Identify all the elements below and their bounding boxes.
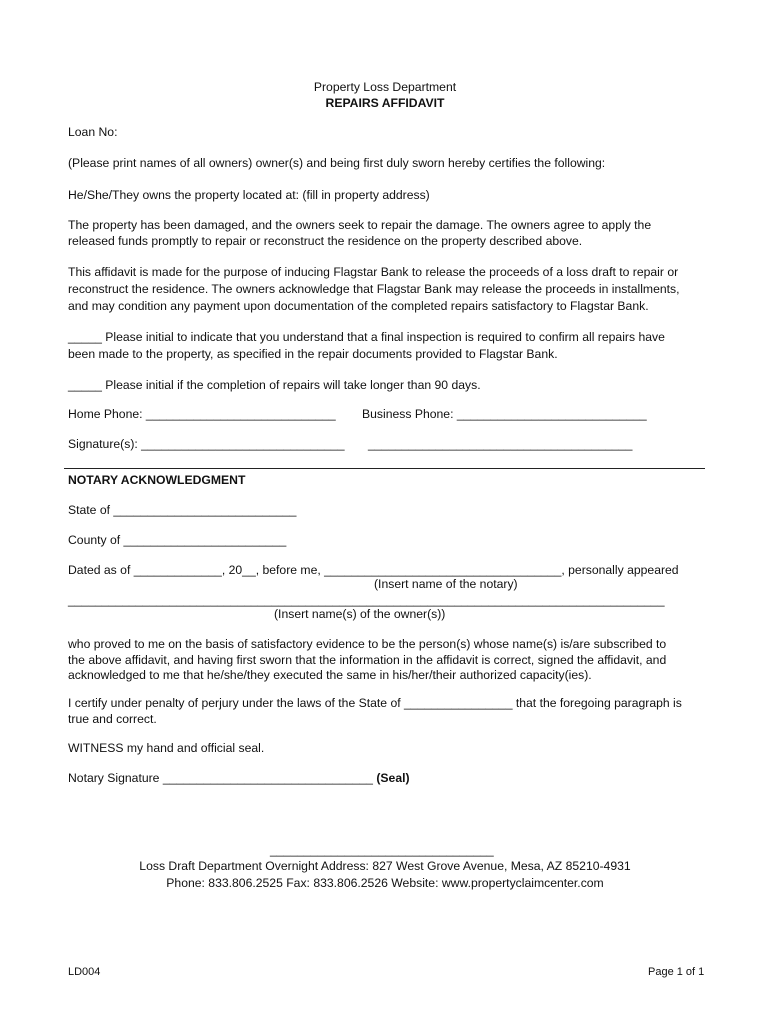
department-name: Property Loss Department bbox=[313, 80, 457, 94]
witness-line: WITNESS my hand and official seal. bbox=[68, 741, 265, 755]
dated-line: Dated as of _____________, 20__, before me, ___________________________________, personally appeared bbox=[68, 563, 679, 577]
notary-heading: NOTARY ACKNOWLEDGMENT bbox=[68, 473, 246, 487]
completion-initial-line: _____ Please initial if the completion of repairs will take longer than 90 days. bbox=[68, 378, 481, 392]
inspection-initial-line-2: been made to the property, as specified in the repair documents provided to Flagstar Bank. bbox=[68, 347, 558, 361]
notary-signature-field bbox=[68, 770, 410, 786]
state-field: State of ___________________________ bbox=[68, 503, 297, 517]
owners-line: (Please print names of all owners) owner(s) and being first duly sworn hereby certifies the following: bbox=[68, 156, 606, 170]
seal-label: (Seal) bbox=[376, 771, 410, 785]
purpose-paragraph-line-1: This affidavit is made for the purpose of inducing Flagstar Bank to release the proceeds of a loss draft to repair or bbox=[68, 265, 679, 279]
footer-contact: Phone: 833.806.2525 Fax: 833.806.2526 Website: www.propertyclaimcenter.com bbox=[166, 876, 604, 890]
damage-paragraph-line-2: released funds promptly to repair or reconstruct the residence on the property described above. bbox=[68, 234, 583, 248]
proved-paragraph-line-1: who proved to me on the basis of satisfactory evidence to be the person(s) whose name(s) is/are subscribed to bbox=[68, 637, 667, 651]
proved-paragraph-line-3: acknowledged to me that he/she/they executed the same in his/her/their authorized capacity(ies). bbox=[68, 668, 592, 682]
insert-notary-caption: (Insert name of the notary) bbox=[374, 577, 518, 591]
business-phone-field: Business Phone: ____________________________ bbox=[362, 407, 647, 421]
inspection-initial-line-1: _____ Please initial to indicate that you understand that a final inspection is required to confirm all repairs have bbox=[68, 330, 665, 344]
section-divider bbox=[64, 468, 705, 469]
proved-paragraph-line-2: the above affidavit, and having first sworn that the information in the affidavit is correct, signed the affidavit, and bbox=[68, 653, 667, 667]
insert-owners-caption: (Insert name(s) of the owner(s)) bbox=[274, 607, 446, 621]
county-field: County of ________________________ bbox=[68, 533, 287, 547]
page-number: Page 1 of 1 bbox=[648, 966, 705, 978]
loan-no-label: Loan No: bbox=[68, 125, 118, 139]
signatures-field: Signature(s): ______________________________ bbox=[68, 437, 345, 451]
purpose-paragraph-line-2: reconstruct the residence. The owners acknowledge that Flagstar Bank may release the proceeds in installments, bbox=[68, 282, 680, 296]
perjury-paragraph-line-1: I certify under penalty of perjury under the laws of the State of ________________ that the foregoing paragraph is bbox=[68, 696, 682, 710]
purpose-paragraph-line-3: and may condition any payment upon documentation of the completed repairs satisfactory to Flagstar Bank. bbox=[68, 299, 649, 313]
page-title: REPAIRS AFFIDAVIT bbox=[325, 96, 445, 110]
property-address-line: He/She/They owns the property located at: (fill in property address) bbox=[68, 188, 430, 202]
perjury-paragraph-line-2: true and correct. bbox=[68, 712, 157, 726]
notary-signature-label: Notary Signature _______________________________ bbox=[68, 771, 373, 785]
footer-divider: _________________________________ bbox=[270, 843, 494, 857]
damage-paragraph-line-1: The property has been damaged, and the owners seek to repair the damage. The owners agree to apply the bbox=[68, 218, 652, 232]
home-phone-field: Home Phone: ____________________________ bbox=[68, 407, 336, 421]
form-code: LD004 bbox=[68, 966, 101, 978]
second-signature-line: _______________________________________ bbox=[368, 437, 633, 451]
footer-address: Loss Draft Department Overnight Address: 827 West Grove Avenue, Mesa, AZ 85210-4931 bbox=[139, 859, 631, 873]
owners-name-blank: ________________________________________________________________________________________ bbox=[68, 593, 665, 607]
